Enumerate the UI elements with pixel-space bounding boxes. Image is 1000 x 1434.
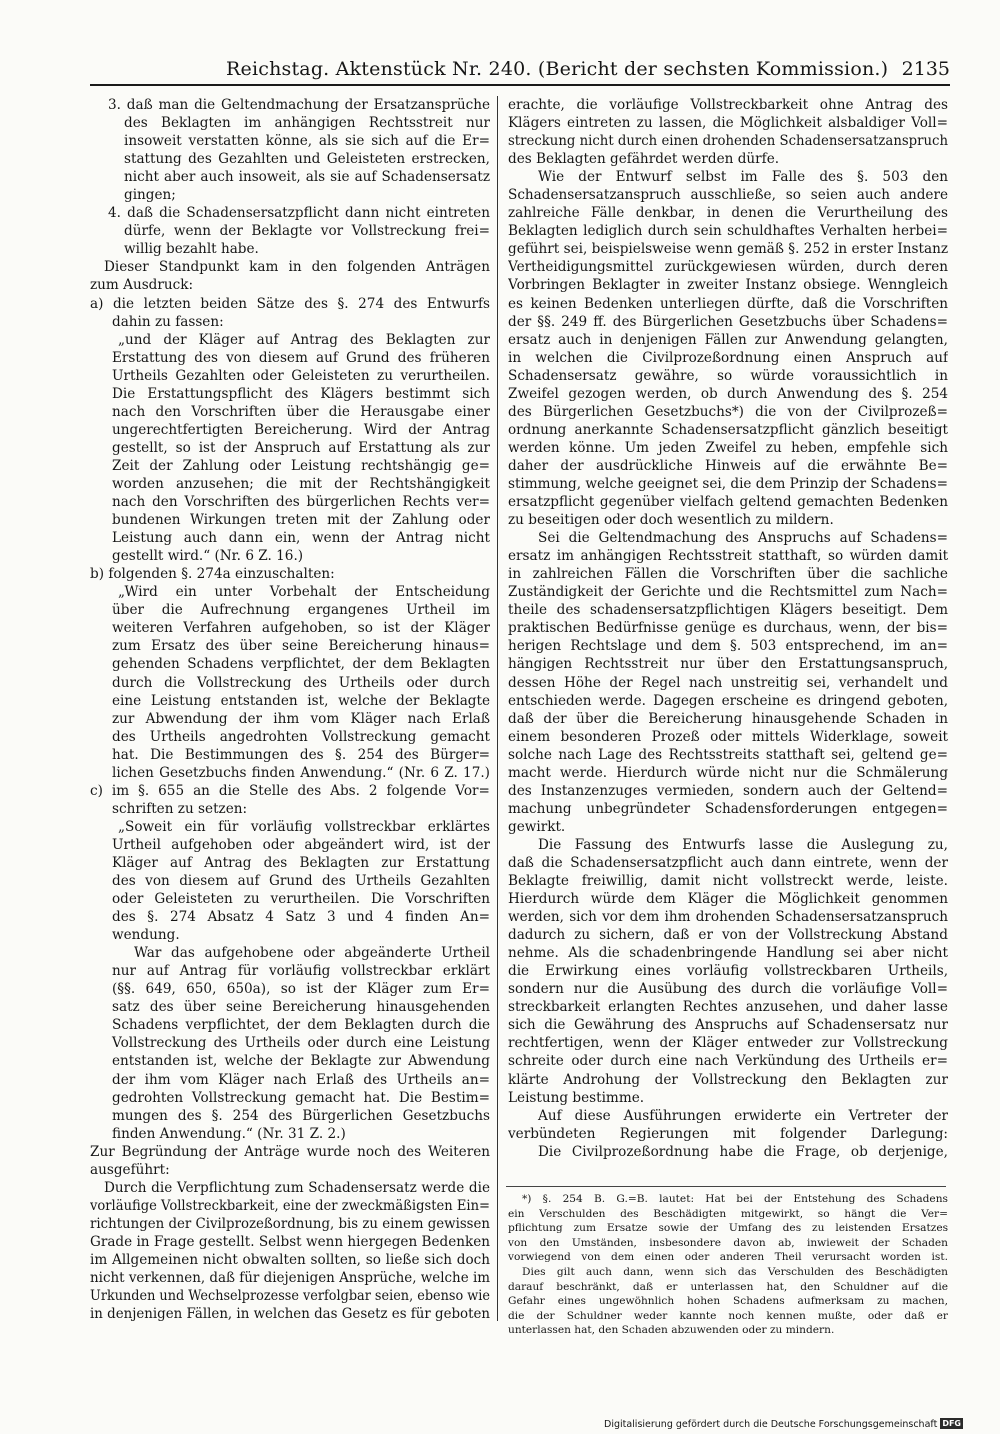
text-line: stattung des Gezahlten und Geleisteten erstrecken, [124,151,490,168]
right-column [508,96,948,1161]
text-line: geführt sei, beispielsweise wenn gemäß §. 252 in erster Instanz [508,241,948,258]
text-line: Auf diese Ausführungen erwiderte ein Vertreter der [538,1107,948,1124]
text-line: c) im §. 655 an die Stelle des Abs. 2 folgende Vor= [90,782,490,799]
text-line: stimmung, welche geeignet sei, die dem Prinzip der Schadens= [508,475,948,492]
text-line: entstanden ist, welche der Beklagte zur Abwendung [112,1053,490,1070]
text-line: nicht verkennen, daß für diejenigen Ansprüche, welche im [90,1270,490,1287]
text-line: zum Ausdruck: [90,277,194,294]
text-line: 3. daß man die Geltendmachung der Ersatzansprüche [108,97,490,113]
text-line: in denjenigen Fällen, in welchen das Gesetz es für geboten [90,1306,490,1323]
running-title: Reichstag. Aktenstück Nr. 240. (Bericht der sechsten Kommission.) [226,58,889,80]
text-line: eine Leistung entstanden ist, welche der Beklagte [112,692,490,709]
text-line: des Urtheils angedrohten Vollstreckung gemacht [112,728,490,745]
text-line: Erstattung des von diesem auf Grund des früheren [112,349,490,366]
text-line: insoweit verstatten könne, als sie sich auf die Er= [124,133,490,150]
text-line: Vollstreckung des Urtheils oder durch eine Leistung [112,1035,490,1052]
text-line: Vertheidigungsmittel zurückgewiesen würden, durch deren [508,259,948,276]
text-line: die Erwirkung eines vorläufig vollstreckbaren Urtheils, [508,963,948,980]
text-line: ordnung anerkannte Schadensersatzpflicht gänzlich beseitigt [508,421,948,438]
text-line: gewirkt. [508,818,566,835]
footnote-line: vorwiegend von dem einen oder anderen Theil verursacht worden ist. [508,1251,948,1264]
text-line: daß der über die Bereicherung hinausgehende Schaden in [508,710,948,727]
text-line: Vorbringen Beklagter in zweiter Instanz obsiege. Wenngleich [508,277,948,294]
text-line: Schadens verpflichtet, der dem Beklagten durch die [112,1017,490,1034]
text-line: Zweifel gezogen werden, ob durch Anwendung des §. 254 [508,385,948,402]
text-line: hat. Die Bestimmungen des §. 254 des Bürger= [112,746,490,763]
text-line: Beklagte freiwillig, damit nicht vollstreckt werde, leiste. [508,873,948,890]
text-line: Die Fassung des Entwurfs lasse die Auslegung zu, [538,836,948,853]
text-line: werden, sich vor dem ihm drohenden Schadensersatzanspruch [508,909,948,926]
text-line: nicht aber auch insoweit, als sie auf Schadensersatz [124,169,490,186]
text-line: finden Anwendung.“ (Nr. 31 Z. 2.) [112,1125,346,1142]
footnote-line: Dies gilt auch dann, wenn sich das Verschulden des Beschädigten [522,1265,948,1278]
text-line: richtungen der Civilprozeßordnung, bis zu einem gewissen [90,1215,490,1232]
text-line: mungen des §. 254 des Bürgerlichen Gesetzbuchs [112,1107,490,1124]
text-line: rechtfertigen, wenn der Kläger entweder zur Vollstreckung [508,1035,948,1052]
text-line: verbündeten Regierungen mit folgender Darlegung: [508,1125,948,1142]
text-line: Urtheils Gezahlten oder Geleisteten zu verurtheilen. [112,367,490,384]
text-line: (§§. 649, 650, 650a), so ist der Kläger zum Er= [112,981,490,998]
text-line: nach den Vorschriften über die Herausgabe einer [112,403,490,420]
text-line: Klägers eintreten zu lassen, die Möglichkeit alsbaldiger Voll= [508,115,948,132]
text-line: schriften zu setzen: [112,800,248,817]
text-line: Zeit der Zahlung oder Leistung rechtshängig ge= [112,457,490,474]
text-line: nehme. Als die schadenbringende Handlung sei aber nicht [508,945,948,962]
text-line: weiteren Verfahren aufgehoben, so ist der Kläger [112,620,490,637]
text-line: macht werde. Hierdurch würde nicht nur die Schmälerung [508,764,948,781]
footnote-line: pflichtung zum Ersatze sowie der Umfang des zu leistenden Ersatzes [508,1222,948,1235]
text-line: des Bürgerlichen Gesetzbuchs*) die von der Civilprozeß= [508,403,948,420]
text-line: „Wird ein unter Vorbehalt der Entscheidung [118,584,490,601]
text-line: gedrohten Vollstreckung gemacht hat. Die Bestim= [112,1089,490,1106]
text-line: in welchen die Civilprozeßordnung einen Anspruch auf [508,349,948,366]
text-line: gehenden Schadens verpflichtet, der dem Beklagten [112,656,490,673]
text-line: bundenen Wirkungen treten mit der Zahlung oder [112,512,490,529]
footnote-line: unterlassen hat, den Schaden abzuwenden oder zu mindern. [508,1324,835,1337]
text-line: Zuständigkeit der Gerichte und die Rechtsmittel zum Nach= [508,584,948,601]
footnote-line: von den Umständen, insbesondere davon ab, inwieweit der Schaden [508,1236,948,1249]
text-line: worden anzusehen; die mit der Rechtshängigkeit [112,475,490,492]
footnote-line: *) §. 254 B. G.=B. lautet: Hat bei der Entstehung des Schadens [522,1193,948,1205]
text-line: „und der Kläger auf Antrag des Beklagten zur [118,331,490,348]
text-line: Grade in Frage gestellt. Selbst wenn hiergegen Bedenken [90,1233,490,1250]
text-line: hängigen Rechtsstreit nur über den Erstattungsanspruch, [508,656,948,673]
footnote-line: darauf beschränkt, daß er unterlassen hat, den Schuldner auf die [508,1280,948,1293]
credit-text: Digitalisierung gefördert durch die Deutsche Forschungsgemeinschaft [604,1419,938,1430]
page-number: 2135 [901,58,950,80]
text-line: Die Erstattungspflicht des Klägers bestimmt sich [112,385,490,402]
text-line: Schadensersatz gewähre, so würde voraussichtlich in [508,367,948,384]
text-line: Urkunden und Wechselprozesse verfolgbar seien, ebenso wie [90,1288,490,1305]
text-line: ausgeführt: [90,1161,170,1178]
header-rule [90,84,950,86]
text-line: solche nach Lage des Rechtsstreits statthaft sei, geltend ge= [508,746,948,763]
text-line: wendung. [112,927,180,944]
column-divider [497,96,498,1321]
text-line: über die Aufrechnung ergangenes Urtheil im [112,602,490,619]
text-line: des §. 274 Absatz 4 Satz 3 und 4 finden An= [112,909,490,926]
text-line: Leistung auch dann ein, wenn der Antrag nicht [112,530,490,547]
text-line: Dieser Standpunkt kam in den folgenden Anträgen [104,259,490,276]
text-line: daß die Schadensersatzpflicht auch dann eintrete, wenn der [508,854,948,871]
text-line: Zur Begründung der Anträge wurde noch des Weiteren [90,1143,490,1160]
text-line: machung unbegründeter Schadensforderungen entgegen= [508,800,948,817]
text-line: Kläger auf Antrag des Beklagten zur Erstattung [112,854,490,871]
text-line: Leistung bestimme. [508,1089,645,1106]
text-line: dahin zu fassen: [112,313,224,330]
text-line: sich die Gewährung des Anspruchs auf Schadensersatz nur [508,1017,948,1034]
text-line: ersatzpflicht gegenüber vielfach geltend gemachten Bedenken [508,494,948,511]
text-line: gestellt wird.“ (Nr. 6 Z. 16.) [112,548,304,565]
text-line: gingen; [124,187,176,204]
text-line: der ihm vom Kläger nach Erlaß des Urtheils an= [112,1071,490,1088]
text-line: vorläufige Vollstreckbarkeit, eine der zweckmäßigsten Ein= [90,1197,490,1214]
text-line: willig bezahlt habe. [124,241,259,258]
text-line: Beklagten lediglich durch sein schuldhaftes Verhalten herbei= [508,223,948,240]
text-line: entschieden werde. Dagegen erscheine es dringend geboten, [508,692,948,709]
text-line: Schadensersatzanspruch ausschließe, so seien auch andere [508,187,948,204]
text-line: des Beklagten gefährdet werden dürfe. [508,151,780,168]
text-line: zahlreiche Fälle denkbar, in denen die Verurtheilung des [508,205,948,222]
text-line: erachte, die vorläufige Vollstreckbarkeit ohne Antrag des [508,97,948,113]
text-line: Sei die Geltendmachung des Anspruchs auf Schadens= [538,530,948,547]
text-line: Urtheil aufgehoben oder abgeändert wird, ist der [112,836,490,853]
text-line: oder Geleisteten zu verurtheilen. Die Vorschriften [112,891,490,908]
text-line: dadurch zu sichern, daß er von der Vollstreckung Abstand [508,927,948,944]
dfg-logo-icon: DFG [942,1419,961,1428]
text-line: Wie der Entwurf selbst im Falle des §. 503 den [538,169,948,186]
text-line: dürfe, wenn der Beklagte vor Vollstreckung frei= [124,223,490,240]
digitization-credit [604,1418,988,1432]
text-line: Die Civilprozeßordnung habe die Frage, ob derjenige, [538,1143,948,1160]
text-line: b) folgenden §. 274a einzuschalten: [90,566,335,583]
text-line: zu beseitigen oder doch wesentlich zu mildern. [508,512,834,529]
text-line: werden könne. Um jeden Zweifel zu heben, empfehle sich [508,439,948,456]
text-line: klärte Androhung der Vollstreckung den Beklagten zur [508,1071,948,1088]
text-line: streckbarkeit erlangten Rechtes anzusehen, und daher lasse [508,999,948,1016]
text-line: des von diesem auf Grund des Urtheils Gezahlten [112,873,490,890]
text-line: zum Ersatz des über seine Bereicherung hinaus= [112,638,490,655]
text-line: Durch die Verpflichtung zum Schadensersatz werde die [104,1179,490,1196]
text-line: im Allgemeinen nicht obwalten sollten, so ließe sich doch [90,1252,490,1268]
text-line: daher der ausdrückliche Hinweis auf die erwähnte Be= [508,457,948,474]
left-column [90,96,490,1323]
text-line: dessen Höhe der Regel nach unstreitig sei, verhandelt und [508,674,948,691]
text-line: ersatz auch in denjenigen Fällen zur Anwendung gelangten, [508,331,948,348]
text-line: satz des über seine Bereicherung hinausgehenden [112,999,490,1016]
text-line: theile des schadensersatzpflichtigen Klägers beseitigt. Dem [508,602,948,619]
text-line: 4. daß die Schadensersatzpflicht dann nicht eintreten [108,205,490,222]
text-line: zur Abwendung der ihm vom Kläger nach Erlaß [112,710,490,727]
text-line: ersatz im anhängigen Rechtsstreit statthaft, so würden damit [508,548,948,565]
text-line: „Soweit ein für vorläufig vollstreckbar erklärtes [118,818,490,835]
text-line: nach den Vorschriften des bürgerlichen Rechts ver= [112,494,490,511]
text-line: praktischen Bedürfnisse genüge es durchaus, wenn, der bis= [508,620,948,637]
text-line: a) die letzten beiden Sätze des §. 274 des Entwurfs [90,295,490,312]
page-header [226,58,950,80]
text-line: Hierdurch würde dem Kläger die Möglichkeit genommen [508,891,948,908]
text-line: schreite oder durch eine nach Verkündung des Urtheils er= [508,1053,948,1070]
footnote-rule [506,1186,946,1187]
text-line: es keinen Bedenken unterliegen dürfte, daß die Vorschriften [508,295,948,312]
text-line: nur auf Antrag für vorläufig vollstreckbar erklärt [112,963,490,980]
footnote-line: Gefahr eines ungewöhnlich hohen Schadens aufmerksam zu machen, [508,1295,948,1308]
footnote-line: ein Verschulden des Beschädigten mitgewirkt, so hängt die Ver= [508,1207,948,1220]
text-line: herigen Rechtslage und dem §. 503 entsprechend, im an= [508,638,948,655]
text-line: einem besonderen Prozeß oder mittels Widerklage, soweit [508,728,948,745]
text-line: lichen Gesetzbuchs finden Anwendung.“ (Nr. 6 Z. 17.) [112,764,490,781]
text-line: streckung nicht durch einen drohenden Schadensersatzanspruch [508,133,948,150]
text-line: der §§. 249 ff. des Bürgerlichen Gesetzbuchs über Schadens= [508,313,948,330]
footnote-line: die der Schuldner weder kannte noch kennen mußte, oder daß er [508,1309,948,1322]
text-line: sondern nur die Ausübung des durch die vorläufige Voll= [508,981,948,998]
text-line: War das aufgehobene oder abgeänderte Urtheil [134,945,490,962]
text-line: in zahlreichen Fällen die Vorschriften über die sachliche [508,566,948,583]
text-line: des Instanzenzuges vermieden, sondern auch der Geltend= [508,782,948,799]
text-line: ungerechtfertigten Bereicherung. Wird der Antrag [112,421,490,438]
footnote [508,1192,948,1338]
text-line: gestellt, so ist der Anspruch auf Erstattung als zur [112,439,490,456]
text-line: des Beklagten im anhängigen Rechtsstreit nur [124,115,490,132]
text-line: durch die Vollstreckung des Urtheils oder durch [112,674,490,691]
